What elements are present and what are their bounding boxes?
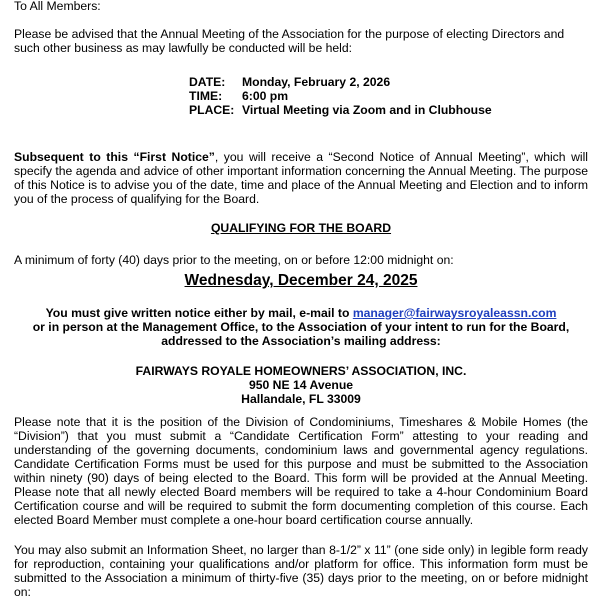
meeting-time-row (189, 89, 492, 103)
nomination-deadline: Wednesday, December 24, 2025 (184, 272, 418, 289)
manager-email-link[interactable]: manager@fairwaysroyaleassn.com (352, 306, 557, 320)
first-notice-lead: Subsequent to this “First Notice” (14, 150, 215, 164)
certification-paragraph: Please note that it is the position of the Division of Condominiums, Timeshares & Mobile Homes (the “Division”) that you must submit a “Candidate Certification Form” attesting to your reading and understanding of the governing documents, condominium laws and governmental agency regulations. Candidate Certification Forms must be used for this purpose and must be submitted to the Association within ninety (90) days of being elected to the Board. This form will be provided at the Annual Meeting. Please note that all newly elected Board members will be required to take a 4-hour Condominium Board Certification course and will be required to submit the form documenting completion of this course. Each elected Board Member must complete a one-hour board certification course annually. (14, 415, 588, 527)
intro-paragraph: Please be advised that the Annual Meeting of the Association for the purpose of electing Directors and such other business as may lawfully be conducted will be held: (14, 27, 565, 55)
time-value: 6:00 pm (242, 89, 289, 103)
address-city: Hallandale, FL 33009 (241, 392, 361, 406)
greeting: To All Members: (14, 0, 101, 13)
date-label: DATE: (189, 75, 226, 89)
written-notice-line-1 (14, 306, 588, 320)
qualifying-heading: QUALIFYING FOR THE BOARD (210, 221, 392, 235)
place-value: Virtual Meeting via Zoom and in Clubhouse (242, 103, 492, 117)
date-value: Monday, February 2, 2026 (242, 75, 391, 89)
written-notice-line-2: or in person at the Management Office, to the Association of your intent to run for the Board, (32, 320, 570, 334)
first-notice-text: , you will receive a “Second Notice of Annual Meeting”, which will specify the agenda and advice of other important information concerning the Annual Meeting. The purpose of this Notice is to advise you of the date, time and place of the Annual Meeting and Election and to inform you of the process of qualifying for the Board. (14, 150, 588, 206)
mailing-address (14, 364, 588, 406)
meeting-date-row (189, 75, 492, 89)
time-label: TIME: (189, 89, 223, 103)
address-street: 950 NE 14 Avenue (248, 378, 354, 392)
association-name: FAIRWAYS ROYALE HOMEOWNERS’ ASSOCIATION, INC. (135, 364, 467, 378)
written-notice-line-3: addressed to the Association’s mailing address: (161, 334, 441, 348)
first-notice-paragraph (14, 150, 588, 206)
minimum-days-text: A minimum of forty (40) days prior to the meeting, on or before 12:00 midnight on: (14, 253, 454, 267)
written-notice-instructions (14, 306, 588, 348)
information-sheet-paragraph: You may also submit an Information Sheet, no larger than 8-1/2” x 11” (one side only) in legible form ready for reproduction, containing your qualifications and/or platform for office. This information form must be submitted to the Association a minimum of thirty-five (35) days prior to the meeting, on or before midnight on: (14, 543, 588, 599)
meeting-place-row (189, 103, 492, 117)
place-label: PLACE: (189, 103, 235, 117)
written-notice-text-1: You must give written notice either by mail, e-mail to (45, 306, 353, 320)
meeting-details (189, 75, 492, 117)
